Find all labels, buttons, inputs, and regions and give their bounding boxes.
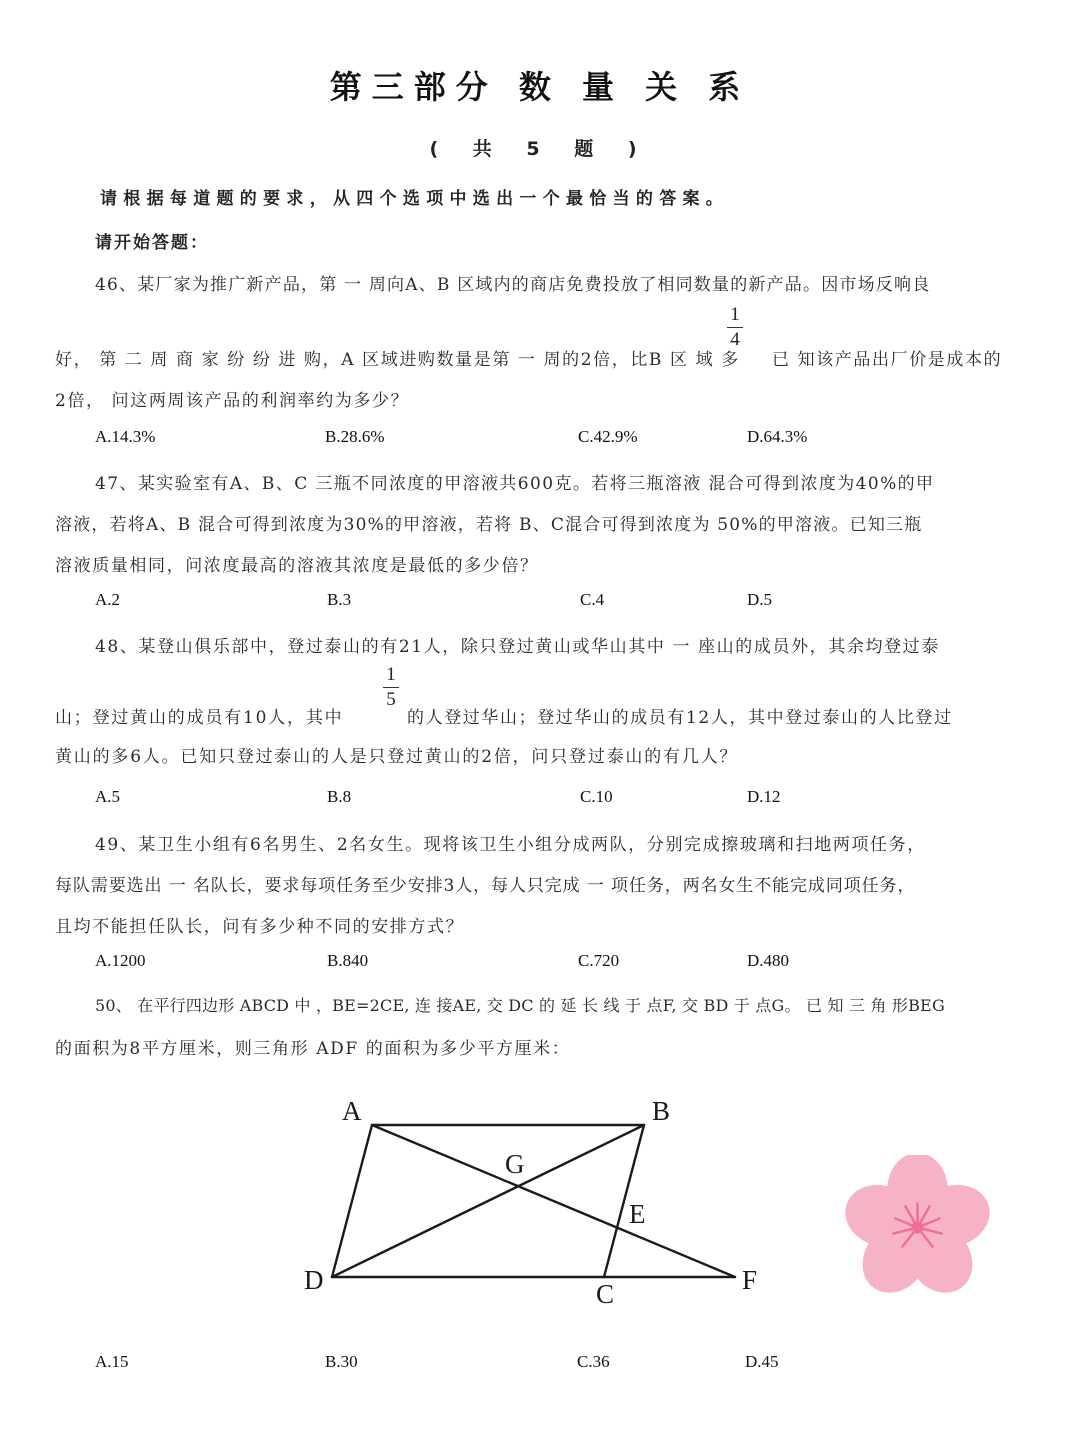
instruction-text: 请根据每道题的要求，从四个选项中选出一个最恰当的答案。 bbox=[100, 189, 730, 209]
option-a[interactable]: A.1200 bbox=[95, 951, 146, 970]
option-b[interactable]: B.840 bbox=[327, 951, 369, 970]
segment-bd bbox=[332, 1125, 644, 1277]
label-a: A bbox=[342, 1096, 362, 1126]
fraction-numerator: 1 bbox=[730, 304, 740, 325]
fraction-numerator: 1 bbox=[386, 664, 396, 685]
question-text-line: 2倍， 问这两周该产品的利润率约为多少？ bbox=[55, 391, 410, 411]
question-text-line: 47、某实验室有A、B、C 三瓶不同浓度的甲溶液共600克。若将三瓶溶液 混合可得到浓度为40%的甲 bbox=[95, 474, 935, 494]
option-a[interactable]: A.2 bbox=[95, 590, 121, 609]
option-d[interactable]: D.480 bbox=[747, 951, 790, 970]
option-b[interactable]: B.28.6% bbox=[325, 427, 385, 446]
question-text-line: 每队需要选出 一 名队长，要求每项任务至少安排3人，每人只完成 一 项任务，两名女生不能完成同项任务， bbox=[55, 876, 916, 896]
question-text-line: 已 知该产品出厂价是成本的 bbox=[772, 350, 1003, 370]
option-c[interactable]: C.42.9% bbox=[578, 427, 638, 446]
page-title: 第三部分 数 量 关 系 bbox=[329, 68, 751, 106]
segment-af bbox=[372, 1125, 735, 1277]
question-text-line: 山；登过黄山的成员有10人，其中 bbox=[55, 708, 344, 728]
option-b[interactable]: B.3 bbox=[327, 590, 352, 609]
option-d[interactable]: D.5 bbox=[747, 590, 773, 609]
fraction-denominator: 5 bbox=[386, 689, 396, 710]
question-count: ( 共 5 题 ) bbox=[429, 138, 651, 160]
question-text-line: 的人登过华山；登过华山的成员有12人，其中登过泰山的人比登过 bbox=[407, 708, 953, 728]
question-text-line: 46、某厂家为推广新产品，第 一 周向A、B 区域内的商店免费投放了相同数量的新产品。因市场反响良 bbox=[95, 275, 931, 295]
label-f: F bbox=[742, 1265, 758, 1295]
option-a[interactable]: A.14.3% bbox=[95, 427, 156, 446]
parallelogram-figure bbox=[290, 1085, 780, 1315]
option-c[interactable]: C.10 bbox=[580, 787, 613, 806]
option-d[interactable]: D.64.3% bbox=[747, 427, 808, 446]
label-e: E bbox=[629, 1199, 646, 1229]
start-prompt: 请开始答题： bbox=[95, 233, 209, 253]
label-g: G bbox=[505, 1149, 525, 1179]
fraction-one-quarter bbox=[725, 305, 745, 350]
option-a[interactable]: A.15 bbox=[95, 1352, 129, 1371]
question-text-line: 49、某卫生小组有6名男生、2名女生。现将该卫生小组分成两队，分别完成擦玻璃和扫地两项任务， bbox=[95, 835, 926, 855]
option-c[interactable]: C.36 bbox=[577, 1352, 610, 1371]
option-d[interactable]: D.12 bbox=[747, 787, 781, 806]
question-text-line: 50、 在平行四边形 ABCD 中 ，BE=2CE, 连 接AE, 交 DC 的 延 长 线 于 点F, 交 BD 于 点G。 已 知 三 角 形BEG bbox=[95, 996, 945, 1015]
option-c[interactable]: C.720 bbox=[578, 951, 620, 970]
label-d: D bbox=[304, 1265, 324, 1295]
question-text-line: 溶液，若将A、B 混合可得到浓度为30%的甲溶液，若将 B、C混合可得到浓度为 50%的甲溶液。已知三瓶 bbox=[55, 515, 923, 535]
question-text-line: 黄山的多6人。已知只登过泰山的人是只登过黄山的2倍，问只登过泰山的有几人？ bbox=[55, 747, 739, 767]
option-d[interactable]: D.45 bbox=[745, 1352, 779, 1371]
label-c: C bbox=[596, 1279, 615, 1309]
cherry-blossom-icon bbox=[845, 1155, 990, 1300]
question-text-line: 溶液质量相同，问浓度最高的溶液其浓度是最低的多少倍？ bbox=[55, 556, 539, 576]
label-b: B bbox=[652, 1096, 671, 1126]
fraction-one-fifth bbox=[381, 665, 401, 710]
question-text-line: 48、某登山俱乐部中，登过泰山的有21人，除只登过黄山或华山其中 一 座山的成员外，其余均登过泰 bbox=[95, 637, 940, 657]
option-a[interactable]: A.5 bbox=[95, 787, 121, 806]
fraction-bar bbox=[383, 687, 399, 688]
fraction-bar bbox=[727, 327, 743, 328]
question-text-line: 的面积为8平方厘米，则三角形 ADF 的面积为多少平方厘米： bbox=[55, 1039, 571, 1059]
segment-ad bbox=[332, 1125, 372, 1277]
option-b[interactable]: B.30 bbox=[325, 1352, 358, 1371]
option-c[interactable]: C.4 bbox=[580, 590, 605, 609]
question-text-line: 好， 第 二 周 商 家 纷 纷 进 购，A 区域进购数量是第 一 周的2倍，比B 区 域 多 bbox=[55, 350, 740, 370]
option-b[interactable]: B.8 bbox=[327, 787, 352, 806]
fraction-denominator: 4 bbox=[730, 329, 740, 350]
question-text-line: 且均不能担任队长，问有多少种不同的安排方式？ bbox=[55, 917, 465, 937]
